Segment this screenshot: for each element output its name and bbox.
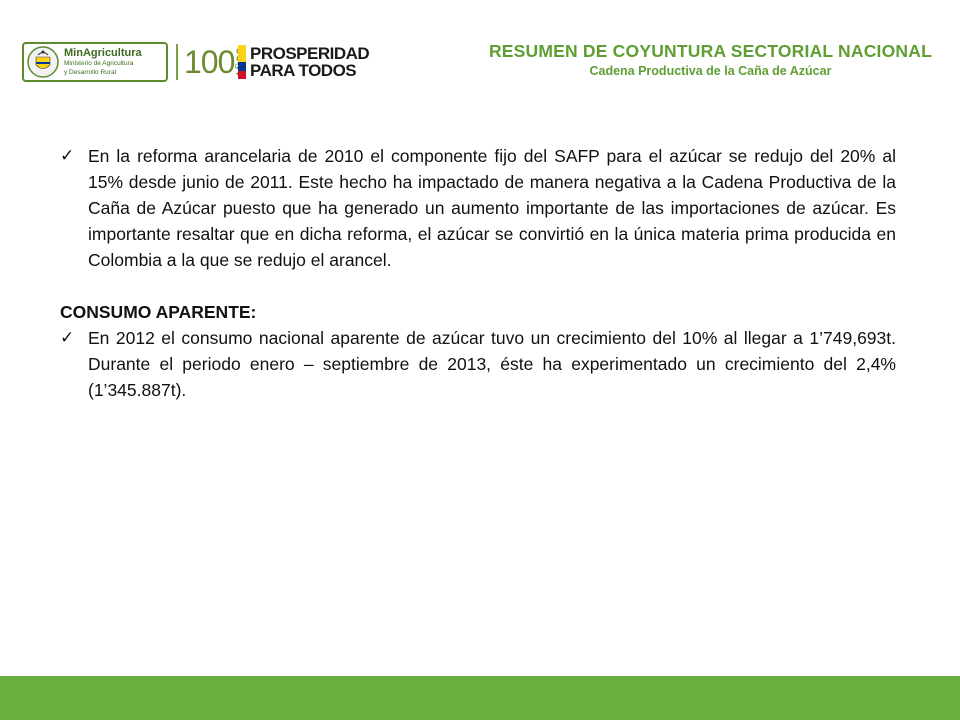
ministry-subtitle-1: Ministerio de Agricultura: [64, 60, 134, 67]
slogan: [250, 45, 369, 79]
checkmark-icon: ✓: [60, 146, 75, 165]
bullet-item: [60, 325, 896, 403]
slide-title-block: [489, 41, 932, 78]
section-heading: CONSUMO APARENTE:: [60, 302, 257, 322]
bullet-text: En 2012 el consumo nacional aparente de azúcar tuvo un crecimiento del 10% al llegar a 1’749,693t. Durante el periodo enero – septiembre de 2013, éste ha experimentado un crecimiento del 2,4% (1’345.887t).: [88, 328, 896, 400]
ministry-name: MinAgricultura: [64, 47, 142, 59]
slogan-line-1: PROSPERIDAD: [250, 44, 370, 63]
slide-subtitle: Cadena Productiva de la Caña de Azúcar: [589, 64, 832, 78]
bullet-text: En la reforma arancelaria de 2010 el componente fijo del SAFP para el azúcar se redujo del 20% al 15% desde junio de 2011. Este hecho ha impactado de manera negativa a la Cadena Productiva de la Caña de Azúcar puesto que ha generado un aumento importante de las importaciones de azúcar. Es importante resaltar que en dicha reforma, el azúcar se convirtió en la única materia prima producida en Colombia a la que se redujo el arancel.: [88, 146, 896, 270]
ministry-text: [64, 48, 142, 76]
prosperidad-logo: [238, 44, 369, 80]
ministry-logo: [22, 42, 168, 82]
bullet-item: [60, 143, 896, 273]
slide-body: [60, 143, 896, 403]
centenary-logo: [184, 42, 245, 82]
coat-of-arms-icon: [26, 45, 60, 79]
logo-divider: [176, 44, 178, 80]
centenary-number: 100: [184, 43, 235, 80]
slogan-line-2: PARA TODOS: [250, 61, 357, 80]
ministry-subtitle-2: y Desarrollo Rural: [64, 68, 117, 76]
checkmark-icon: ✓: [60, 328, 75, 347]
slide-title: RESUMEN DE COYUNTURA SECTORIAL NACIONAL: [488, 41, 932, 61]
footer-bar: [0, 676, 960, 720]
slide-header: [0, 0, 960, 110]
colombia-flag-icon: [238, 45, 246, 79]
